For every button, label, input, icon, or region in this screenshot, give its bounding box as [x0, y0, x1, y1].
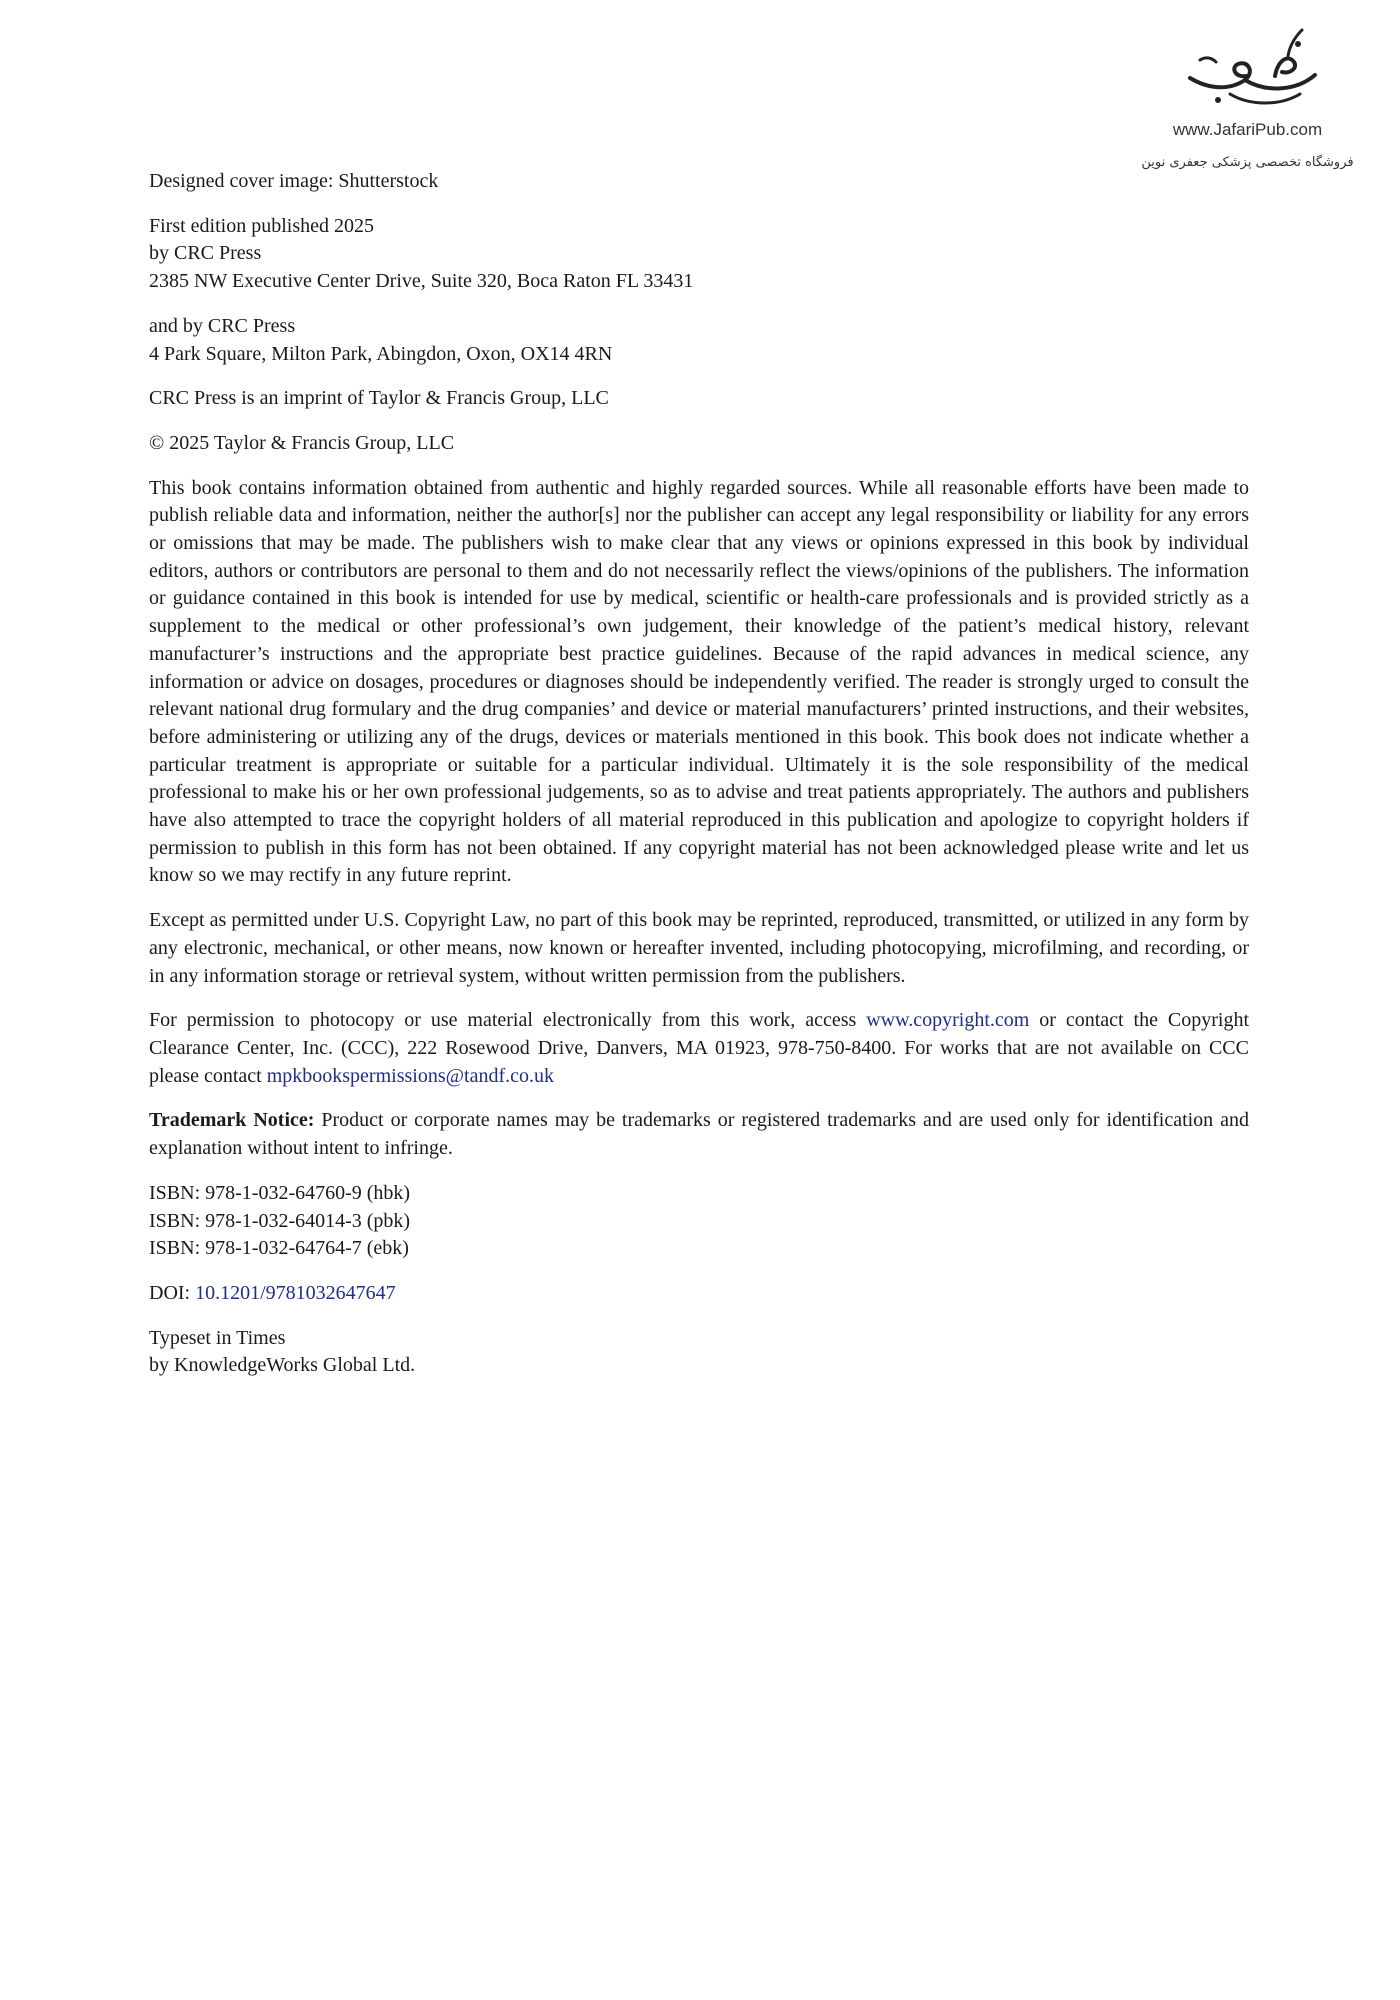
edition-line: First edition published 2025 [149, 214, 374, 237]
edition-block [149, 213, 1249, 296]
permission-text-start: For permission to photocopy or use material electronically from this work, access [149, 1009, 867, 1032]
permissions-email-link[interactable]: mpkbookspermissions@tandf.co.uk [266, 1064, 555, 1087]
copyright-statement: © 2025 Taylor & Francis Group, LLC [149, 431, 455, 454]
copyright-link[interactable]: www.copyright.com [866, 1009, 1030, 1032]
second-publisher-block [149, 313, 1249, 368]
second-publisher-line: and by CRC Press [149, 314, 296, 337]
typeset-block [149, 1325, 1249, 1380]
trademark-label: Trademark Notice: [149, 1109, 315, 1132]
permission-text-middle: or contact the Copyright Clearance Center, Inc. (CCC), 222 Rosewood Drive, Danvers, MA 01923, 978-750-8400. For works that are not available on CCC please contact [149, 1009, 1249, 1087]
cover-credit: Designed cover image: Shutterstock [149, 170, 439, 192]
copyright-law-paragraph: Except as permitted under U.S. Copyright Law, no part of this book may be reprinted, reproduced, transmitted, or utilized in any form by any electronic, mechanical, or other means, now known or hereafter invented, including photocopying, microfilming, and recording, or in any information storage or retrieval system, without written permission from the publishers. [149, 909, 1249, 987]
second-publisher-address: 4 Park Square, Milton Park, Abingdon, Oxon, OX14 4RN [149, 342, 613, 365]
permission-paragraph [149, 1007, 1249, 1090]
copyright-page [149, 168, 1249, 1397]
trademark-text: Product or corporate names may be trademarks or registered trademarks and are used only for identification and explanation without intent to infringe. [149, 1109, 1250, 1160]
doi-link[interactable]: 10.1201/9781032647647 [195, 1281, 396, 1304]
logo-subtitle: فروشگاه تخصصی پزشکی جعفری نوین [1141, 155, 1354, 170]
imprint-statement: CRC Press is an imprint of Taylor & Francis Group, LLC [149, 387, 609, 410]
disclaimer-paragraph: This book contains information obtained from authentic and highly regarded sources. While all reasonable efforts have been made to publish reliable data and information, neither the author[s] nor the publisher can accept any legal responsibility or liability for any errors or omissions that may be made. The publishers wish to make clear that any views or opinions expressed in this book by individual editors, authors or contributors are personal to them and do not necessarily reflect the views/opinions of the publishers. The information or guidance contained in this book is intended for use by medical, scientific or health-care professionals and is provided strictly as a supplement to the medical or other professional’s own judgement, their knowledge of the patient’s medical history, relevant manufacturer’s instructions and the appropriate best practice guidelines. Because of the rapid advances in medical science, any information or advice on dosages, procedures or diagnoses should be independently verified. The reader is strongly urged to consult the relevant national drug formulary and the drug companies’ and device or material manufacturers’ printed instructions, and their websites, before administering or utilizing any of the drugs, devices or materials mentioned in this book. This book does not indicate whether a particular treatment is appropriate or suitable for a particular individual. Ultimately it is the sole responsibility of the medical professional to make his or her own professional judgements, so as to advise and treat patients appropriately. The authors and publishers have also attempted to trace the copyright holders of all material reproduced in this publication and apologize to copyright holders if permission to publish in this form has not been obtained. If any copyright material has not been acknowledged please write and let us know so we may rectify in any future reprint. [149, 476, 1249, 887]
doi-line [149, 1280, 1249, 1308]
publisher-logo [1141, 20, 1360, 170]
typeset-font: Typeset in Times [149, 1326, 286, 1349]
trademark-paragraph [149, 1107, 1249, 1162]
jafaripub-logo-icon [1170, 20, 1330, 120]
logo-url[interactable]: www.JafariPub.com [1172, 120, 1323, 139]
isbn-hbk: ISBN: 978-1-032-64760-9 (hbk) [149, 1181, 411, 1204]
typesetter: by KnowledgeWorks Global Ltd. [149, 1354, 416, 1377]
doi-label: DOI: [149, 1281, 196, 1304]
isbn-ebk: ISBN: 978-1-032-64764-7 (ebk) [149, 1237, 409, 1260]
isbn-pbk: ISBN: 978-1-032-64014-3 (pbk) [149, 1209, 411, 1232]
publisher-line: by CRC Press [149, 242, 262, 265]
publisher-address: 2385 NW Executive Center Drive, Suite 320, Boca Raton FL 33431 [149, 270, 694, 293]
isbn-block [149, 1180, 1249, 1263]
